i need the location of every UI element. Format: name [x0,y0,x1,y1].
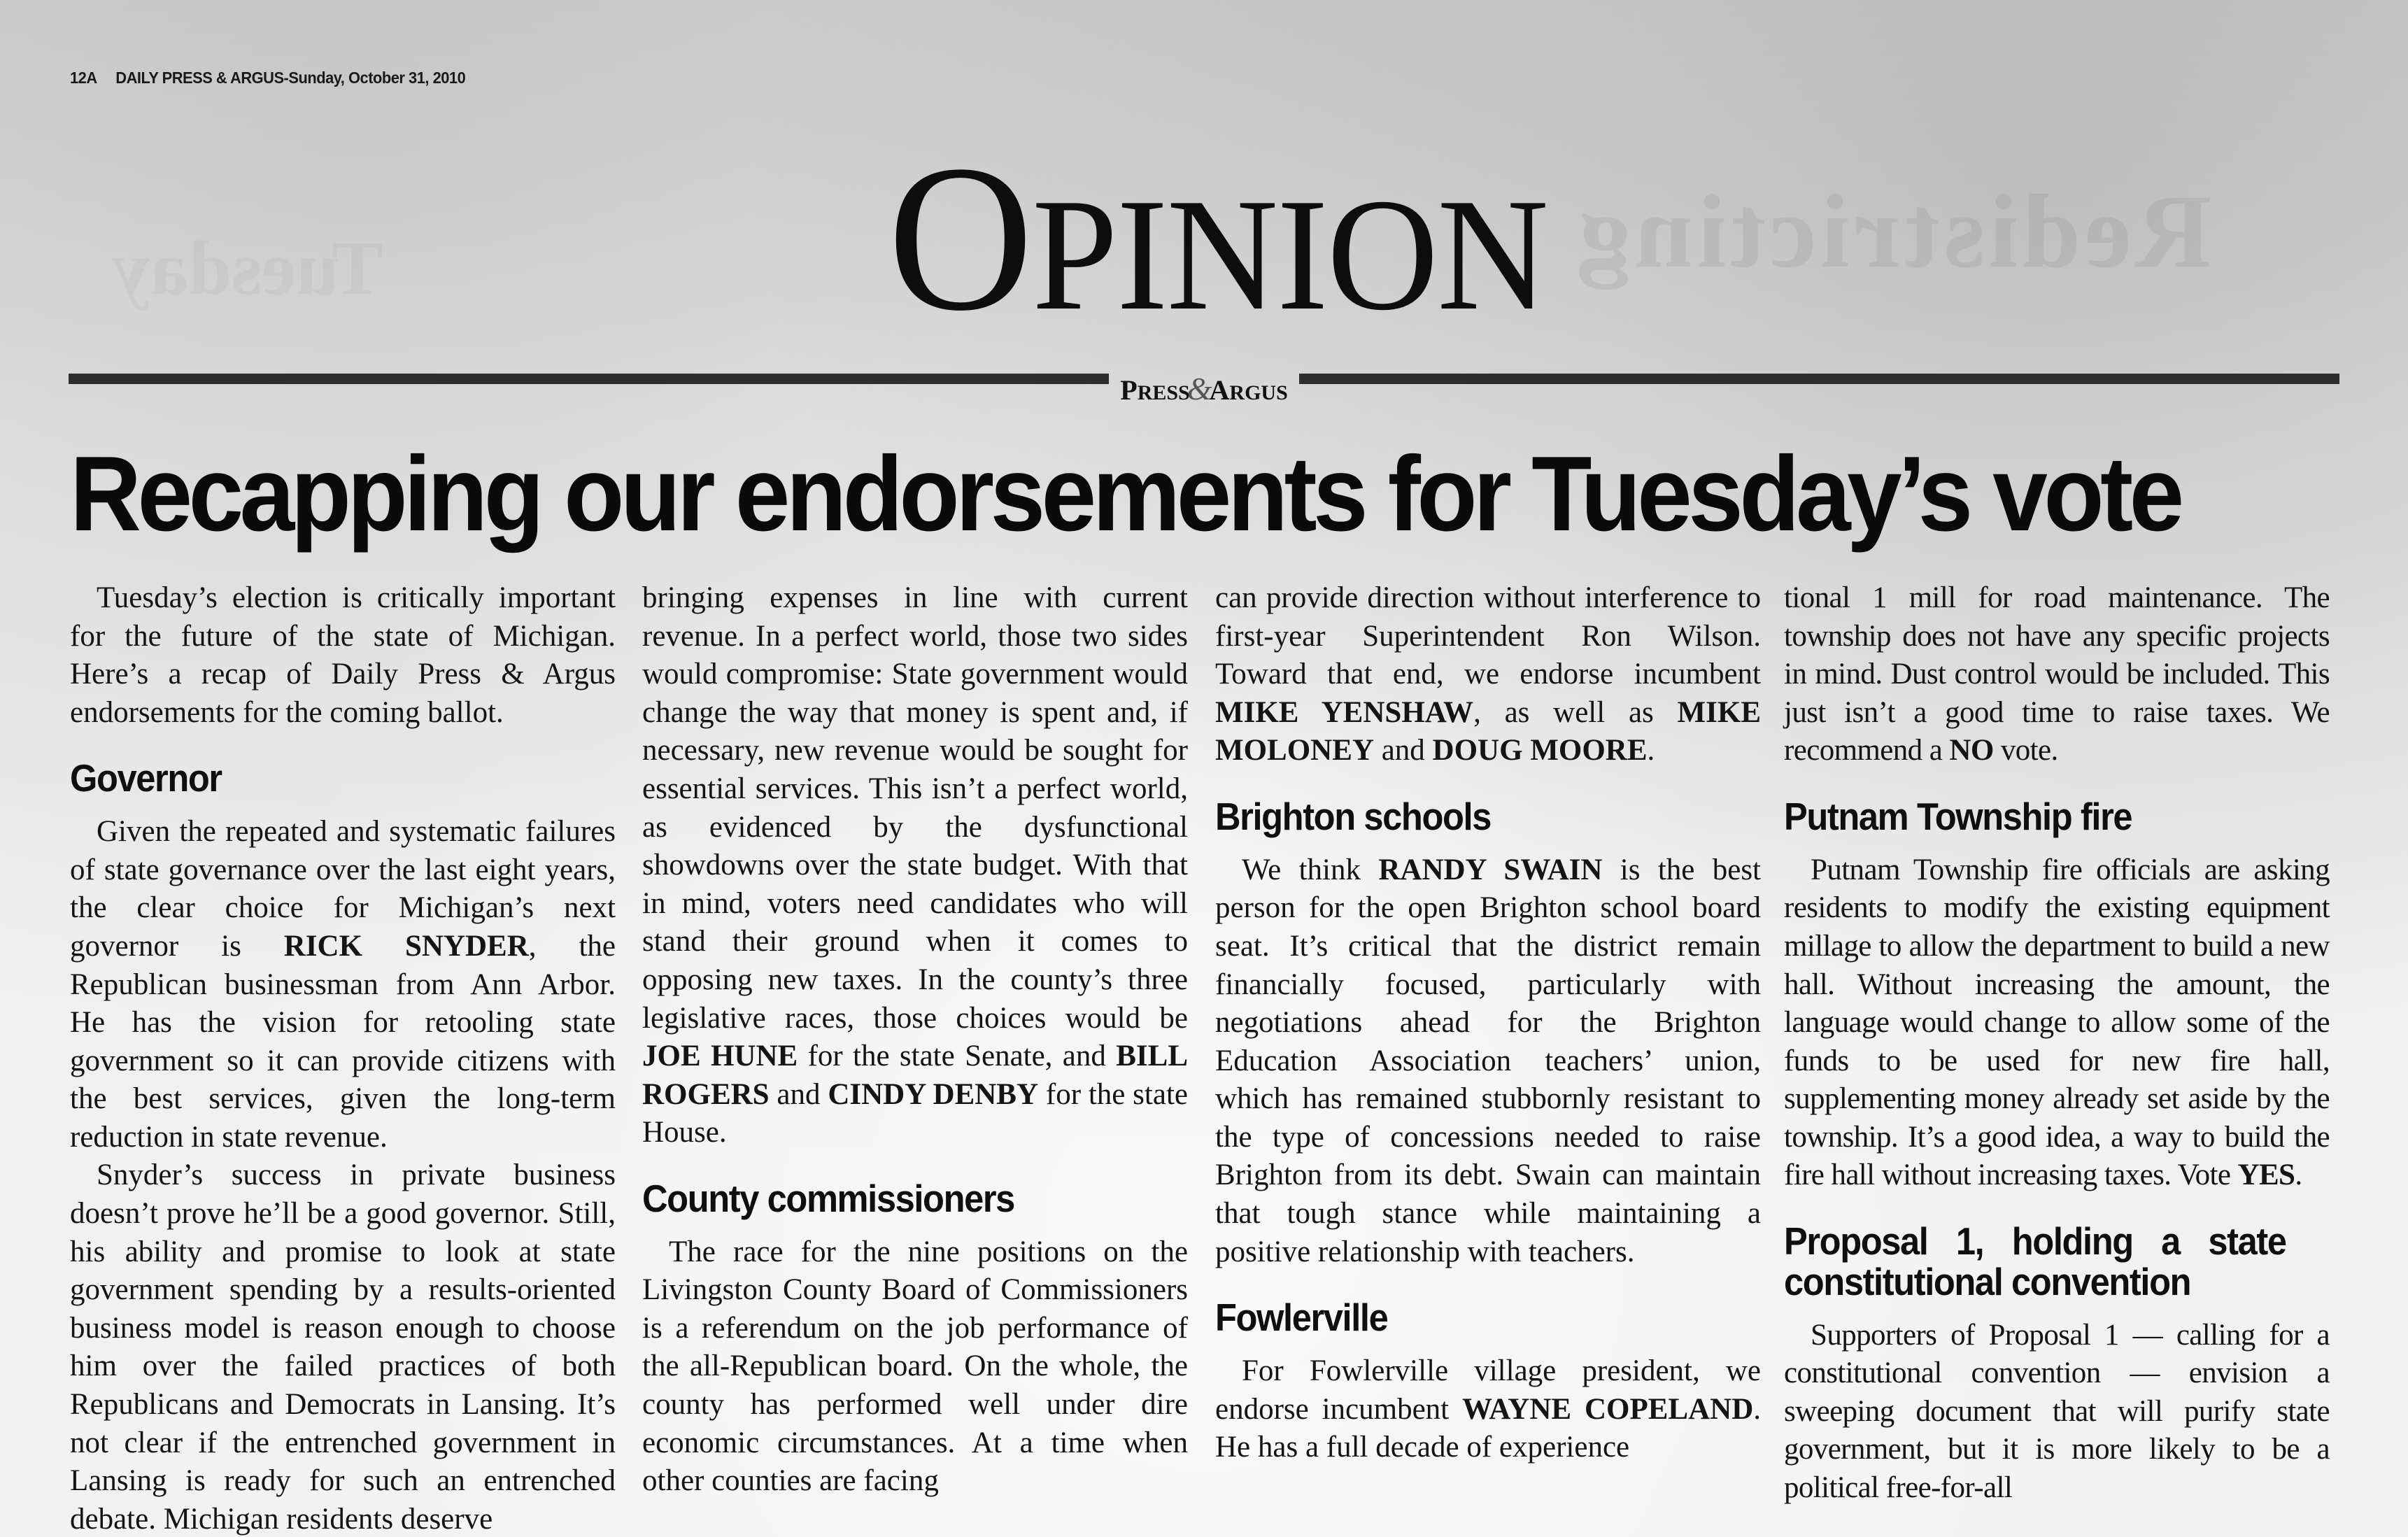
endorsed-name: JOE HUNE [642,1040,798,1073]
rule-right [1299,374,2339,384]
subhead-proposal-1: Proposal 1, holding a state constitutional convention [1784,1219,2286,1303]
folio-line [70,69,465,87]
column-3 [1215,579,1761,1467]
endorsed-name: DOUG MOORE [1432,734,1648,767]
school-board-paragraph: can provide direction without interference to first-year Superintendent Ron Wilson. Toward that end, we endorse incumbent MIKE YENSHAW, as well as MIKE MOLONEY and DOUG MOORE. [1215,581,1761,767]
intro-paragraph: Tuesday’s election is critically important for the future of the state of Michigan. Here’s a recap of Daily Press & Argus endorsements for the coming ballot. [70,581,616,729]
column-4 [1784,579,2330,1508]
column-1 [70,579,616,1537]
commissioners-paragraph: The race for the nine positions on the Livingston County Board of Commissioners is a referendum on the job performance of the all-Republican board. On the whole, the county has performed well under dire economic circumstances. At a time when other counties are facing [642,1235,1188,1498]
section-rule [69,370,2339,406]
governor-paragraph-2: Snyder’s success in private business doesn’t prove he’ll be a good governor. Still, his ability and promise to look at state government spending by a results-oriented business model is reason enough to choose him over the failed practices of both Republicans and Democrats in Lansing. It’s not clear if the entrenched government in Lansing is ready for such an entrenched debate. Michigan residents deserve [70,1159,616,1536]
subhead-county-commissioners: County commissioners [642,1176,1014,1220]
vote-recommendation: NO [1949,734,1994,767]
endorsed-name: MIKE MOLONEY [1215,695,1761,767]
section-title-rest: PINION [1032,165,1548,343]
subhead-fowlerville: Fowlerville [1215,1296,1388,1340]
bleed-through-text: Redistricting [1574,173,2212,290]
road-millage-paragraph: tional 1 mill for road maintenance. The township does not have any specific projects in mind. Dust control would be included. This just isn’t a good time to raise taxes. We recommend a NO vote. [1784,581,2330,767]
rule-left [69,374,1109,384]
endorsed-name: CINDY DENBY [828,1077,1039,1111]
subhead-putnam-township-fire: Putnam Township fire [1784,794,2132,838]
governor-paragraph-1: Given the repeated and systematic failures of state governance over the last eight years, the clear choice for Michigan’s next governor is RICK SNYDER, the Republican businessman from Ann Arbor. He has the vision for retooling state government so it can provide citizens with the best services, given the long-term reduction in state revenue. [70,815,616,1154]
page-number: 12A [70,69,97,87]
section-title-initial: O [888,122,1033,354]
bleed-through-text-left: Tuesday [112,225,383,311]
subhead-brighton-schools: Brighton schools [1215,794,1491,838]
brighton-paragraph: We think RANDY SWAIN is the best person for the open Brighton school board seat. It’s critical that the district remain financially focused, particularly with negotiations ahead for the Brighton Education Association teachers’ union, which has remained stubbornly resistant to the type of concessions needed to raise Brighton from its debt. Swain can maintain that tough stance while maintaining a positive relationship with teachers. [1215,853,1761,1268]
putnam-paragraph: Putnam Township fire officials are asking residents to modify the existing equipment millage to allow the department to build a new hall. Without increasing the amount, the language would change to allow some of the funds to be used for new fire hall, supplementing money already set aside by the township. It’s a good idea, a way to build the fire hall without increasing taxes. Vote YES. [1784,853,2330,1192]
column-2 [642,579,1188,1501]
endorsed-name: MIKE YENSHAW [1215,695,1474,729]
endorsed-name: BILL ROGERS [642,1040,1188,1111]
endorsed-name: RICK SNYDER [283,929,529,963]
endorsed-name: WAYNE COPELAND [1461,1392,1754,1426]
legislative-paragraph: bringing expenses in line with current revenue. In a perfect world, those two sides would compromise: State government would change the way that money is spent and, if necessary, new revenue would be sought for essential services. This isn’t a perfect world, as evidenced by the dysfunctional showdowns over the state budget. With that in mind, voters need candidates who will stand their ground when it comes to opposing new taxes. In the county’s three legislative races, those choices would be JOE HUNE for the state Senate, and BILL ROGERS and CINDY DENBY for the state House. [642,581,1188,1149]
press-argus-logo: PRESS&ARGUS [1120,370,1288,406]
subhead-governor: Governor [70,756,222,800]
vote-recommendation: YES [2237,1159,2295,1192]
fowlerville-paragraph: For Fowlerville village president, we endorse incumbent WAYNE COPELAND. He has a full decade of experience [1215,1354,1761,1464]
publication-date-line: DAILY PRESS & ARGUS-Sunday, October 31, 2010 [115,69,466,87]
article-body [70,579,2337,1537]
section-title-opinion [888,122,1548,354]
proposal-paragraph: Supporters of Proposal 1 — calling for a constitutional convention — envision a sweeping document that will purify state government, but it is more likely to be a political free-for-all [1784,1318,2330,1504]
headline: Recapping our endorsements for Tuesday’s vote [70,434,2181,553]
endorsed-name: RANDY SWAIN [1378,853,1603,886]
